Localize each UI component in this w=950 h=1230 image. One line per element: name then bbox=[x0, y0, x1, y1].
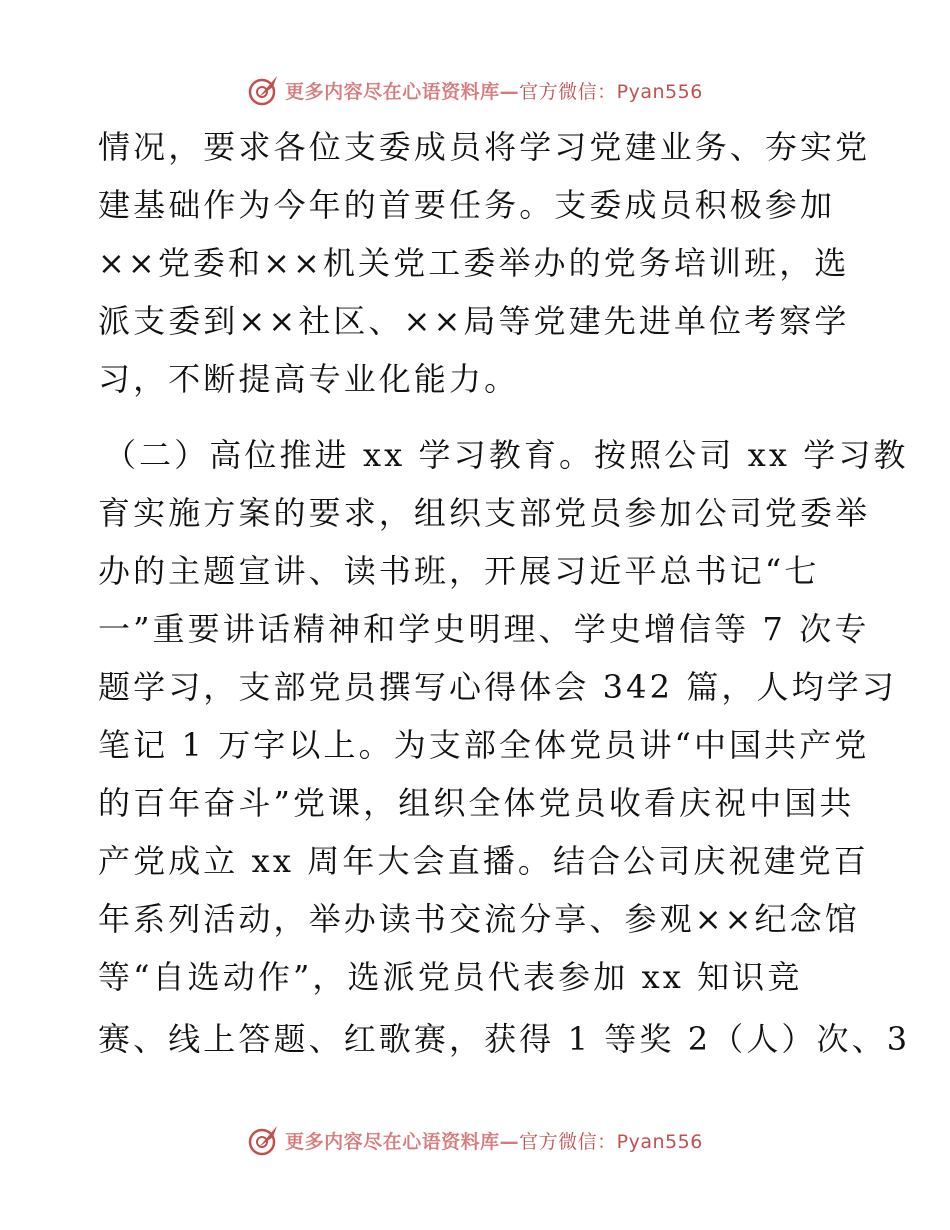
section-heading-line: （二）高位推进 xx 学习教育。按照公司 xx 学习教 bbox=[104, 436, 909, 474]
watermark-text-left: 更多内容尽在心语资料库— bbox=[285, 1130, 520, 1153]
text-line: 赛、线上答题、红歌赛，获得 1 等奖 2（人）次、3 bbox=[98, 1020, 911, 1058]
text-line: 情况，要求各位支委成员将学习党建业务、夯实党 bbox=[98, 128, 871, 166]
watermark-text-left: 更多内容尽在心语资料库— bbox=[285, 80, 520, 103]
text-line: 笔记 1 万字以上。为支部全体党员讲“中国共产党 bbox=[98, 726, 870, 764]
text-line: 等“自选动作”，选派党员代表参加 xx 知识竞 bbox=[98, 958, 803, 996]
text-line: 产党成立 xx 周年大会直播。结合公司庆祝建党百 bbox=[98, 842, 869, 880]
text-line: 育实施方案的要求，组织支部党员参加公司党委举 bbox=[98, 494, 871, 532]
text-line: 一”重要讲话精神和学史明理、学史增信等 7 次专 bbox=[98, 610, 870, 648]
text-line: 办的主题宣讲、读书班，开展习近平总书记“七 bbox=[98, 552, 820, 590]
footer-watermark bbox=[0, 1120, 950, 1160]
quill-logo-icon bbox=[247, 1123, 281, 1157]
watermark-text-right: 官方微信：Pyan556 bbox=[519, 80, 703, 103]
text-line: 年系列活动，举办读书交流分享、参观××纪念馆 bbox=[98, 900, 860, 938]
watermark-text-right: 官方微信：Pyan556 bbox=[519, 1130, 703, 1153]
text-line: 建基础作为今年的首要任务。支委成员积极参加 bbox=[98, 186, 836, 224]
text-line: 派支委到××社区、××局等党建先进单位考察学 bbox=[98, 302, 850, 340]
text-line: 题学习，支部党员撰写心得体会 342 篇，人均学习 bbox=[98, 668, 897, 706]
text-line: ××党委和××机关党工委举办的党务培训班，选 bbox=[98, 244, 850, 282]
text-line: 的百年奋斗”党课，组织全体党员收看庆祝中国共 bbox=[98, 784, 855, 822]
text-line: 习，不断提高专业化能力。 bbox=[98, 360, 520, 398]
